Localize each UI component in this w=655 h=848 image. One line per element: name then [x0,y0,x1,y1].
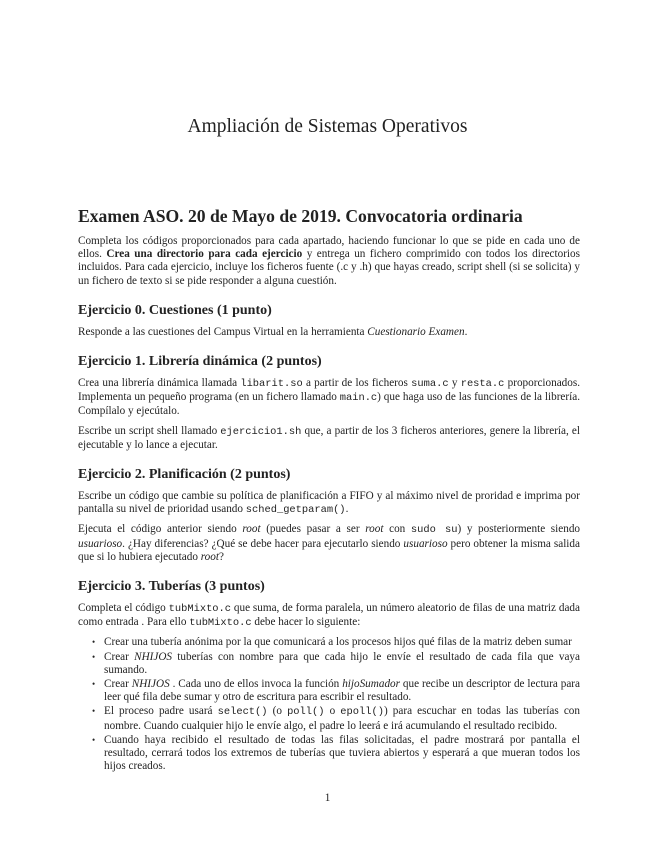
document-title: Ampliación de Sistemas Operativos [187,116,468,137]
paragraph [78,425,580,452]
text-run: proporcionados. Implementa un pequeño programa (en un fichero llamado [78,377,581,404]
text-run: Completa el código [78,602,169,615]
text-run: ) y posteriormente siendo [457,523,581,536]
italic-text: NHIJOS [131,678,170,691]
text-run: Cuando haya recibido el resultado de todas las filas solicitadas, el padre mostrará por pantalla el resultado, cerrará todos los extremos de tuberías que tuviera abiertos y esperará a que mueran todos los hijos creados. [104,733,580,773]
text-run: . [464,325,468,338]
section-heading: Ejercicio 3. Tuberías (3 puntos) [78,579,265,595]
inline-code: main.c [339,392,378,405]
text-run: Crear una tubería anónima por la que comunicará a los procesos hijos qué filas de la matriz deben sumar [104,636,572,649]
text-run: y [448,377,461,390]
list-item [104,678,580,704]
text-run: Ejecuta el código anterior siendo [78,523,243,536]
paragraph [78,326,580,339]
text-run: a partir de los ficheros [302,377,412,390]
inline-code: ejercicio1.sh [220,425,302,438]
italic-text: usuarioso [403,537,448,550]
inline-code: libarit.so [240,378,303,391]
inline-code: epoll() [340,706,384,719]
italic-text: root [242,523,261,536]
bullet-list [78,636,580,773]
text-run: . [345,503,349,516]
inline-code: select() [217,706,268,719]
italic-text: root [200,550,219,563]
text-run: que recibe un descriptor de lectura para leer qué fila debe sumar y otro de escritura para escribir el resultado. [104,678,581,704]
inline-code: resta.c [460,378,505,391]
paragraph [78,523,580,564]
italic-text: root [365,523,384,536]
inline-code: sched_getparam() [245,504,346,517]
list-item [104,636,580,649]
text-run: . Cada uno de ellos invoca la función [169,678,343,691]
page-number: 1 [324,792,331,804]
paragraph [78,377,580,419]
inline-code: tubMixto.c [168,603,232,616]
text-run: debe hacer lo siguiente: [251,616,361,629]
text-run: (o [267,705,288,718]
inline-code: tubMixto.c [189,617,252,630]
document-body [78,235,580,774]
text-run: ) que haga uso de las funciones de la librería. Compílalo y ejecútalo. [78,391,580,418]
list-item [104,705,580,732]
text-run: Escribe un script shell llamado [78,424,221,437]
italic-text: NHIJOS [134,650,173,663]
text-run: que suma, de forma paralela, un número aleatorio de filas de una matriz dada como entrada . Para ello [78,602,580,629]
text-run: pero obtener la misma salida que si lo hubiera ejecutado [78,537,580,563]
text-run: con [383,523,411,536]
italic-text: usuarioso [78,537,123,550]
inline-code: poll() [287,706,325,719]
text-run: o [324,705,341,718]
paragraph [78,235,580,288]
italic-text: Cuestionario Examen [367,325,465,338]
text-run: Crear [104,678,132,691]
section-heading: Ejercicio 0. Cuestiones (1 punto) [78,302,272,318]
text-run: ? [218,550,224,563]
text-run: El proceso padre usará [104,705,218,718]
italic-text: hijoSumador [342,678,400,691]
text-run: Crear [104,650,135,663]
list-item [104,734,580,774]
section-heading: Ejercicio 2. Planificación (2 puntos) [78,467,291,483]
text-run: (puedes pasar a ser [260,523,366,536]
text-run: y entrega un fichero comprimido con todos los directorios incluidos. Para cada ejercicio, incluye los ficheros fuente (.c y .h) que hayas creado, script shell (si se solicita) y un fichero de texto si se pide responder a alguna cuestión. [78,248,580,287]
list-item [104,651,580,677]
section-heading: Ejercicio 1. Librería dinámica (2 puntos) [78,354,322,370]
text-run: ) para escuchar en todas las tuberías con nombre. Cuando cualquier hijo le envíe algo, el padre lo leerá e irá acumulando el resultado recibido. [104,705,580,732]
text-run: Completa los códigos proporcionados para cada apartado, haciendo funcionar lo que se pide en cada uno de ellos. [78,235,580,261]
inline-code: sudo su [410,524,458,537]
text-run: Crea una librería dinámica llamada [78,377,241,390]
exam-heading: Examen ASO. 20 de Mayo de 2019. Convocatoria ordinaria [78,206,523,226]
text-run: Responde a las cuestiones del Campus Virtual en la herramienta [78,325,368,338]
text-run: Escribe un código que cambie su política de planificación a FIFO y al máximo nivel de proridad e imprima por pantalla su nivel de prioridad usando [78,490,580,516]
text-run: . ¿Hay diferencias? ¿Qué se debe hacer para ejecutarlo siendo [122,537,404,550]
bold-text: Crea una directorio para cada ejercicio [106,248,303,261]
paragraph [78,602,580,630]
inline-code: suma.c [411,378,449,391]
text-run: tuberías con nombre para que cada hijo le envíe el resultado de cada fila que vaya sumando. [104,650,580,676]
paragraph [78,490,580,517]
text-run: que, a partir de los 3 ficheros anteriores, genere la librería, el ejecutable y lo lance a ejecutar. [78,424,580,451]
